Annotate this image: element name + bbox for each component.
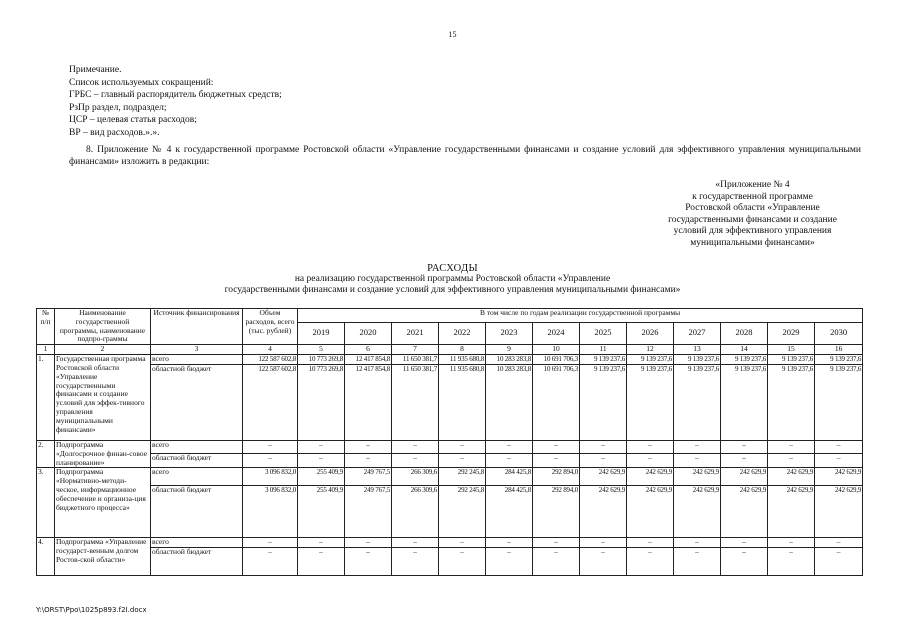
total-volume-cell: 122 587 602,8	[243, 355, 298, 365]
year-value-cell: –	[627, 440, 674, 453]
table-row	[37, 454, 863, 468]
year-value-cell: –	[815, 538, 863, 548]
year-value-cell: 284 425,8	[486, 468, 533, 486]
column-number: 4	[243, 345, 298, 355]
funding-source: областной бюджет	[151, 454, 243, 468]
column-number: 2	[55, 345, 151, 355]
notes-line: ЦСР – целевая статья расходов;	[69, 115, 197, 126]
header-num: № п/п	[37, 309, 55, 345]
year-value-cell: –	[627, 454, 674, 468]
year-value-cell: 9 139 237,6	[721, 355, 768, 365]
year-value-cell: –	[439, 440, 486, 453]
header-year: 2027	[674, 323, 721, 345]
row-number: 4.	[37, 538, 55, 576]
year-value-cell: 10 691 706,3	[533, 364, 580, 440]
year-value-cell: –	[768, 538, 815, 548]
amendment-paragraph: 8. Приложение № 4 к государственной программе Ростовской области «Управление государственными финансами и создание условий для эффективного управления муниципальными финансами» изложить в редакции:	[69, 145, 861, 167]
year-value-cell: –	[580, 538, 627, 548]
year-value-cell: 266 309,6	[392, 468, 439, 486]
year-value-cell: 249 767,5	[345, 486, 392, 538]
appendix-heading	[655, 180, 850, 250]
year-value-cell: 242 629,9	[721, 486, 768, 538]
year-value-cell: –	[345, 548, 392, 576]
year-value-cell: –	[627, 538, 674, 548]
header-source: Источник финансирования	[151, 309, 243, 345]
year-value-cell: 11 935 680,8	[439, 355, 486, 365]
appendix-line: муниципальными финансами»	[690, 237, 815, 248]
year-value-cell: –	[345, 440, 392, 453]
program-name: Подпрограмма «Нормативно-методи-ческое, информационное обеспечение и организа-ция бюджетного процесса»	[55, 468, 151, 538]
funding-source: областной бюджет	[151, 364, 243, 440]
title-line: на реализацию государственной программы Ростовской области «Управление	[294, 274, 611, 284]
year-value-cell: 10 691 706,3	[533, 355, 580, 365]
year-value-cell: –	[486, 548, 533, 576]
column-number: 3	[151, 345, 243, 355]
appendix-line: государственными финансами и создание	[668, 214, 837, 225]
year-value-cell: 10 773 269,8	[298, 355, 345, 365]
year-value-cell: 9 139 237,6	[627, 355, 674, 365]
file-path-footer: Y:\ORST\Ppo\1025p893.f2I.docx	[36, 606, 147, 614]
row-number: 2.	[37, 440, 55, 467]
column-number: 15	[768, 345, 815, 355]
header-year: 2029	[768, 323, 815, 345]
year-value-cell: 12 417 854,8	[345, 364, 392, 440]
year-value-cell: 9 139 237,6	[721, 364, 768, 440]
year-value-cell: 9 139 237,6	[768, 364, 815, 440]
year-value-cell: –	[721, 454, 768, 468]
table-row	[37, 486, 863, 538]
funding-source: областной бюджет	[151, 548, 243, 576]
year-value-cell: –	[815, 454, 863, 468]
year-value-cell: 249 767,5	[345, 468, 392, 486]
header-volume: Объем расходов, всего (тыс. рублей)	[243, 309, 298, 345]
year-value-cell: –	[486, 440, 533, 453]
year-value-cell: 10 283 283,8	[486, 364, 533, 440]
year-value-cell: 242 629,9	[815, 486, 863, 538]
program-name: Государственная программа Ростовской области «Управление государственными финансами и создание условий для эффек-тивного управления муниципальными финансами»	[55, 355, 151, 441]
table-row	[37, 355, 863, 365]
year-value-cell: –	[345, 454, 392, 468]
year-value-cell: –	[580, 440, 627, 453]
year-value-cell: 292 894,0	[533, 468, 580, 486]
header-years-group: В том числе по годам реализации государственной программы	[298, 309, 863, 323]
year-value-cell: 255 409,9	[298, 468, 345, 486]
year-value-cell: –	[815, 548, 863, 576]
total-volume-cell: 3 096 832,0	[243, 468, 298, 486]
year-value-cell: 9 139 237,6	[815, 355, 863, 365]
year-value-cell: 292 245,8	[439, 468, 486, 486]
notes-line: РзПр раздел, подраздел;	[69, 102, 167, 113]
year-value-cell: 242 629,9	[815, 468, 863, 486]
column-number: 10	[533, 345, 580, 355]
year-value-cell: –	[298, 538, 345, 548]
program-name: Подпрограмма «Управление государст-венным долгом Ростов-ской области»	[55, 538, 151, 576]
expenses-table	[36, 308, 863, 576]
year-value-cell: –	[298, 454, 345, 468]
year-value-cell: –	[674, 538, 721, 548]
year-value-cell: 242 629,9	[580, 468, 627, 486]
year-value-cell: –	[721, 538, 768, 548]
column-number: 6	[345, 345, 392, 355]
appendix-line: условий для эффективного управления	[673, 226, 832, 237]
year-value-cell: 255 409,9	[298, 486, 345, 538]
year-value-cell: 242 629,9	[674, 486, 721, 538]
page-number: 15	[448, 30, 457, 39]
header-year: 2024	[533, 323, 580, 345]
table-row	[37, 440, 863, 453]
column-number: 13	[674, 345, 721, 355]
funding-source: областной бюджет	[151, 486, 243, 538]
notes-line: ВР – вид расходов.».».	[69, 127, 160, 138]
total-volume-cell: –	[243, 548, 298, 576]
program-name: Подпрограмма «Долгосрочное финан-совое планирование»	[55, 440, 151, 467]
title-line: государственными финансами и создание условий для эффективного управления муниципальными финансами»	[224, 285, 681, 295]
year-value-cell: –	[533, 454, 580, 468]
column-number: 16	[815, 345, 863, 355]
year-value-cell: 12 417 854,8	[345, 355, 392, 365]
year-value-cell: –	[674, 548, 721, 576]
year-value-cell: 9 139 237,6	[580, 355, 627, 365]
year-value-cell: 292 894,0	[533, 486, 580, 538]
header-year: 2021	[392, 323, 439, 345]
year-value-cell: –	[533, 538, 580, 548]
year-value-cell: 292 245,8	[439, 486, 486, 538]
notes-block	[69, 64, 282, 140]
year-value-cell: –	[298, 440, 345, 453]
year-value-cell: –	[721, 440, 768, 453]
year-value-cell: 284 425,8	[486, 486, 533, 538]
year-value-cell: 9 139 237,6	[580, 364, 627, 440]
year-value-cell: –	[674, 454, 721, 468]
header-year: 2025	[580, 323, 627, 345]
notes-line: ГРБС – главный распорядитель бюджетных средств;	[69, 90, 282, 101]
year-value-cell: –	[580, 548, 627, 576]
funding-source: всего	[151, 355, 243, 365]
year-value-cell: –	[486, 454, 533, 468]
year-value-cell: 9 139 237,6	[627, 364, 674, 440]
funding-source: всего	[151, 440, 243, 453]
year-value-cell: 242 629,9	[721, 468, 768, 486]
header-year: 2022	[439, 323, 486, 345]
appendix-line: к государственной программе	[692, 191, 813, 202]
year-value-cell: 242 629,9	[674, 468, 721, 486]
document-title	[150, 263, 755, 296]
year-value-cell: 11 650 381,7	[392, 364, 439, 440]
appendix-line: Ростовской области «Управление	[685, 203, 820, 214]
notes-line: Примечание.	[69, 65, 122, 75]
year-value-cell: 9 139 237,6	[815, 364, 863, 440]
notes-line: Список используемых сокращений:	[69, 77, 214, 88]
header-name: Наименование государственной программы, наименование подпро-граммы	[55, 309, 151, 345]
column-number: 1	[37, 345, 55, 355]
row-number: 1.	[37, 355, 55, 441]
year-value-cell: 10 283 283,8	[486, 355, 533, 365]
year-value-cell: –	[580, 454, 627, 468]
header-year: 2030	[815, 323, 863, 345]
year-value-cell: 11 650 381,7	[392, 355, 439, 365]
year-value-cell: –	[533, 440, 580, 453]
column-number: 12	[627, 345, 674, 355]
funding-source: всего	[151, 538, 243, 548]
year-value-cell: 242 629,9	[768, 486, 815, 538]
column-number: 5	[298, 345, 345, 355]
year-value-cell: 10 773 269,8	[298, 364, 345, 440]
year-value-cell: –	[392, 440, 439, 453]
year-value-cell: 242 629,9	[627, 486, 674, 538]
year-value-cell: 9 139 237,6	[674, 355, 721, 365]
year-value-cell: –	[768, 440, 815, 453]
header-year: 2028	[721, 323, 768, 345]
header-year: 2023	[486, 323, 533, 345]
year-value-cell: 11 935 680,8	[439, 364, 486, 440]
total-volume-cell: –	[243, 454, 298, 468]
year-value-cell: –	[439, 538, 486, 548]
year-value-cell: 242 629,9	[768, 468, 815, 486]
total-volume-cell: 3 096 832,0	[243, 486, 298, 538]
year-value-cell: –	[815, 440, 863, 453]
year-value-cell: –	[533, 548, 580, 576]
table-row	[37, 468, 863, 486]
year-value-cell: –	[392, 548, 439, 576]
year-value-cell: –	[486, 538, 533, 548]
year-value-cell: 9 139 237,6	[768, 355, 815, 365]
table-row	[37, 364, 863, 440]
column-number: 8	[439, 345, 486, 355]
year-value-cell: –	[674, 440, 721, 453]
column-number: 14	[721, 345, 768, 355]
column-number: 11	[580, 345, 627, 355]
year-value-cell: –	[721, 548, 768, 576]
total-volume-cell: –	[243, 440, 298, 453]
header-year: 2019	[298, 323, 345, 345]
total-volume-cell: 122 587 602,8	[243, 364, 298, 440]
column-number: 9	[486, 345, 533, 355]
header-year: 2020	[345, 323, 392, 345]
row-number: 3.	[37, 468, 55, 538]
funding-source: всего	[151, 468, 243, 486]
total-volume-cell: –	[243, 538, 298, 548]
appendix-line: «Приложение № 4	[715, 180, 790, 190]
table-row	[37, 548, 863, 576]
year-value-cell: –	[439, 454, 486, 468]
column-number: 7	[392, 345, 439, 355]
year-value-cell: –	[768, 548, 815, 576]
year-value-cell: 242 629,9	[627, 468, 674, 486]
year-value-cell: –	[345, 538, 392, 548]
year-value-cell: –	[298, 548, 345, 576]
year-value-cell: –	[627, 548, 674, 576]
header-year: 2026	[627, 323, 674, 345]
year-value-cell: 242 629,9	[580, 486, 627, 538]
year-value-cell: –	[392, 454, 439, 468]
year-value-cell: –	[768, 454, 815, 468]
title-line: РАСХОДЫ	[427, 263, 478, 274]
column-number-row	[37, 345, 863, 355]
table-header-row	[37, 309, 863, 323]
year-value-cell: –	[392, 538, 439, 548]
year-value-cell: 266 309,6	[392, 486, 439, 538]
year-value-cell: –	[439, 548, 486, 576]
year-value-cell: 9 139 237,6	[674, 364, 721, 440]
